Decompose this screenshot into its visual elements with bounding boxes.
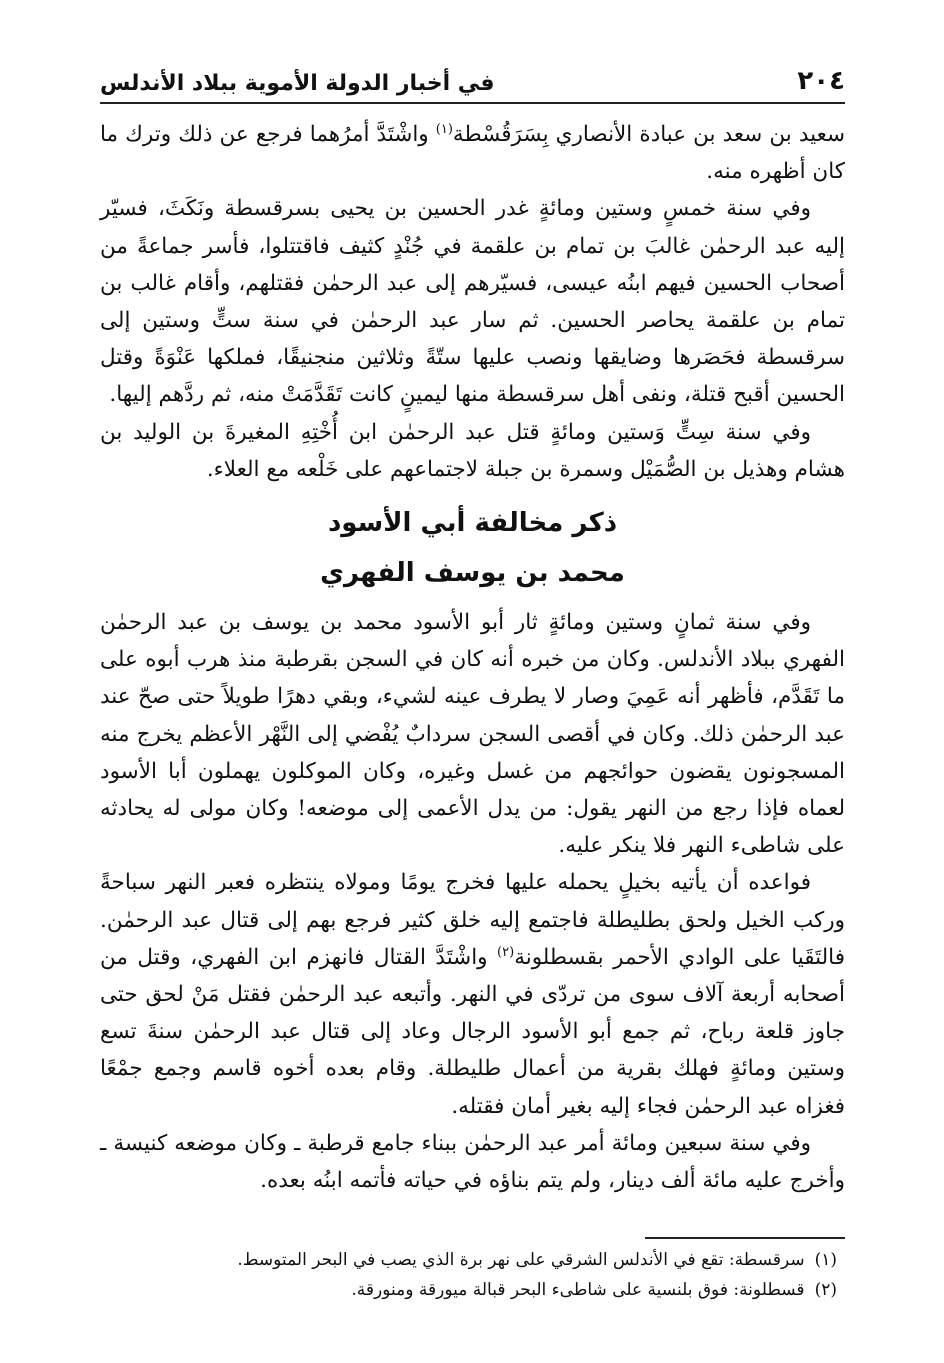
paragraph-5: [100, 864, 845, 1124]
section-heading-line-1: ذكر مخالفة أبي الأسود: [327, 508, 618, 539]
running-head-title: في أخبار الدولة الأموية ببلاد الأندلس: [100, 71, 495, 96]
paragraph-3: وفي سنة سِتٍّ وَستين ومائةٍ قتل عبد الرحمٰن ابن أُخْتِهِ المغيرةَ بن الوليد بن هشام وهذيل بن الصُّمَيْل وسمرة بن جبلة لاجتماعهم على خَلْعه مع العلاء.: [100, 419, 845, 482]
book-page: [100, 60, 845, 1320]
paragraph-5-part-a: فواعده أن يأتيه بخيلٍ يحمله عليها فخرج يومًا ومولاه ينتظره فعبر النهر سباحةً وركب الخيل ولحق بطليطلة فاجتمع إليه خلق كثير فرجع بهم إلى قتال عبد الرحمٰن. فالتَقَيا على الوادي الأحمر بقسطلونة: [100, 870, 845, 970]
footnote-2-text: قسطلونة: فوق بلنسية على شاطىء البحر قبالة ميورقة ومنورقة.: [351, 1280, 805, 1301]
paragraph-1: [100, 116, 845, 190]
footnote-2: [100, 1275, 845, 1305]
footnote-1-text: سرقسطة: تقع في الأندلس الشرقي على نهر برة الذي يصب في البحر المتوسط.: [237, 1250, 805, 1271]
section-heading-line-2: محمد بن يوسف الفهري: [320, 558, 625, 589]
footnote-1-marker: (١): [814, 1250, 837, 1271]
footnote-1: [100, 1245, 845, 1275]
paragraph-6: وفي سنة سبعين ومائة أمر عبد الرحمٰن ببناء جامع قرطبة ـ وكان موضعه كنيسة ـ وأخرج عليه مائة ألف دينار، ولم يتم بناؤه في حياته فأتمه ابنُه بعده.: [100, 1130, 845, 1194]
page-number: ٢٠٤: [797, 66, 845, 96]
paragraph-5-part-b: واشْتَدَّ القتال فانهزم ابن الفهري، وقتل من أصحابه أربعة آلاف سوى من تردّى في النهر. وأتبعه عبد الرحمٰن فقتل مَنْ لحق حتى جاوز قلعة رباح، ثم جمع أبو الأسود الرجال وعاد إلى قتال عبد الرحمٰن سنةَ تسع وستين ومائةٍ فهلك بقرية من أعمال طليطلة. وقام بعده أخوه قاسم وجمع جمْعًا فغزاه عبد الرحمٰن فجاء إليه بغير أمان فقتله.: [100, 944, 845, 1119]
paragraph-1-part-b: واشْتَدَّ أمرُهما فرجع عن ذلك وترك ما كان أظهره منه.: [100, 122, 845, 185]
footnote-ref-2[interactable]: (٢): [497, 944, 515, 960]
footnote-ref-1[interactable]: (١): [435, 121, 453, 137]
footnote-divider: [645, 1237, 845, 1239]
paragraph-1-part-a: سعيد بن سعد بن عبادة الأنصاري بِسَرَقُسْطة: [452, 122, 845, 147]
paragraph-2: وفي سنة خمسٍ وستين ومائةٍ غدر الحسين بن يحيى بسرقسطة ونَكَثَ، فسيّر إليه عبد الرحمٰن غالبَ بن تمام بن علقمة في جُنْدٍ كثيف فاقتتلوا، فأسر جماعةً من أصحاب الحسين فيهم ابنُه عيسى، فسيّرهم إلى عبد الرحمٰن فقتلهم، وأقام غالب بن تمام بن علقمة يحاصر الحسين. ثم سار عبد الرحمٰن في سنة ستٍّ وستين إلى سرقسطة فحَصَرها وضايقها ونصب عليها ستّةً وثلاثين منجنيقًا، فملكها عَنْوَةً وقتل الحسين أقبح قتلة، ونفى أهل سرقسطة منها ليمينٍ كانت تَقَدَّمَتْ منه، ثم ردَّهم إليها.: [100, 196, 845, 408]
footnote-2-marker: (٢): [814, 1280, 837, 1301]
running-head: [100, 60, 845, 104]
body-text: [100, 116, 845, 1199]
paragraph-4: وفي سنة ثمانٍ وستين ومائةٍ ثار أبو الأسود محمد بن يوسف بن عبد الرحمٰن الفهري ببلاد الأندلس. وكان من خبره أنه كان في السجن بقرطبة منذ هرب أبوه على ما تَقَدَّم، فأظهر أنه عَمِيَ وصار لا يطرف عينه لشيء، وبقي دهرًا طويلاً حتى صحّ عند عبد الرحمٰن ذلك. وكان في أقصى السجن سردابٌ يُفْضي إلى النَّهْر الأعظم يخرج منه المسجونون يقضون حوائجهم من غسل وغيره، وكان الموكلون يهملون أبا الأسود لعماه فإذا رجع من النهر يقول: من يدل الأعمى إلى موضعه! وكان مولى له يحادثه على شاطىء النهر فلا ينكر عليه.: [100, 610, 845, 859]
footnotes: [100, 1245, 845, 1305]
